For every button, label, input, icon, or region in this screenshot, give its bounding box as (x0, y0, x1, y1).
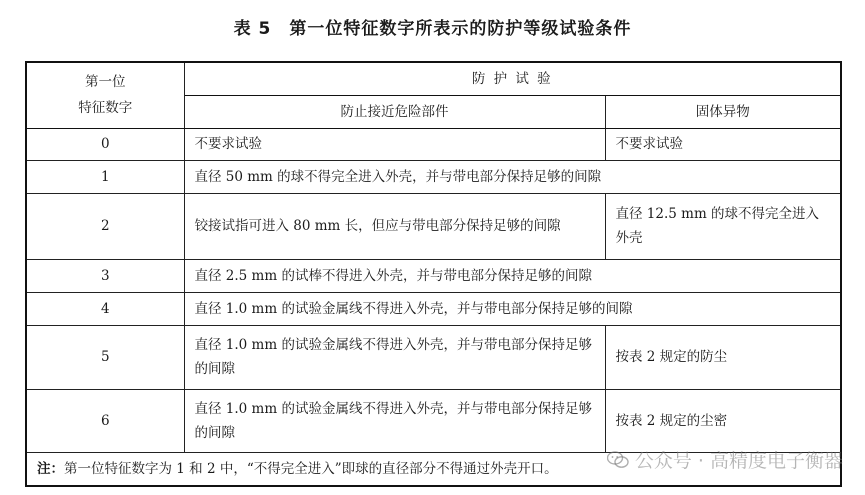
wechat-icon (607, 451, 629, 469)
row-foreign: 不要求试验 (605, 128, 841, 160)
row-digit: 3 (26, 259, 184, 292)
table-row (26, 128, 841, 160)
row-merged: 直径 2.5 mm 的试棒不得进入外壳，并与带电部分保持足够的间隙 (184, 259, 841, 292)
row-foreign: 直径 12.5 mm 的球不得完全进入外壳 (605, 193, 841, 259)
table-row (26, 259, 841, 292)
header-hazard: 防止接近危险部件 (184, 95, 605, 128)
table-row (26, 325, 841, 389)
row-foreign: 按表 2 规定的尘密 (605, 389, 841, 452)
watermark-text: 公众号 · 高精度电子衡器 (634, 450, 843, 472)
row-digit: 1 (26, 160, 184, 193)
header-group: 防 护 试 验 (184, 62, 841, 95)
table-row (26, 292, 841, 325)
row-hazard: 铰接试指可进入 80 mm 长，但应与带电部分保持足够的间隙 (184, 193, 605, 259)
row-hazard: 不要求试验 (184, 128, 605, 160)
note-label: 注： (37, 460, 64, 477)
table-row (26, 193, 841, 259)
table-row (26, 160, 841, 193)
row-foreign: 按表 2 规定的防尘 (605, 325, 841, 389)
header-digit: 第一位 特征数字 (26, 62, 184, 128)
row-digit: 5 (26, 325, 184, 389)
row-digit: 4 (26, 292, 184, 325)
table-row (26, 389, 841, 452)
row-merged: 直径 1.0 mm 的试验金属线不得进入外壳，并与带电部分保持足够的间隙 (184, 292, 841, 325)
row-digit: 2 (26, 193, 184, 259)
header-row-1 (26, 62, 841, 95)
row-hazard: 直径 1.0 mm 的试验金属线不得进入外壳，并与带电部分保持足够的间隙 (184, 325, 605, 389)
header-foreign: 固体异物 (605, 95, 841, 128)
row-merged: 直径 50 mm 的球不得完全进入外壳，并与带电部分保持足够的间隙 (184, 160, 841, 193)
note-text: 第一位特征数字为 1 和 2 中，“不得完全进入”即球的直径部分不得通过外壳开口。 (64, 460, 558, 477)
row-digit: 0 (26, 128, 184, 160)
row-hazard: 直径 1.0 mm 的试验金属线不得进入外壳，并与带电部分保持足够的间隙 (184, 389, 605, 452)
ip-test-table (25, 61, 842, 487)
row-digit: 6 (26, 389, 184, 452)
table-caption: 表 5 第一位特征数字所表示的防护等级试验条件 (233, 19, 632, 39)
watermark (607, 446, 843, 473)
